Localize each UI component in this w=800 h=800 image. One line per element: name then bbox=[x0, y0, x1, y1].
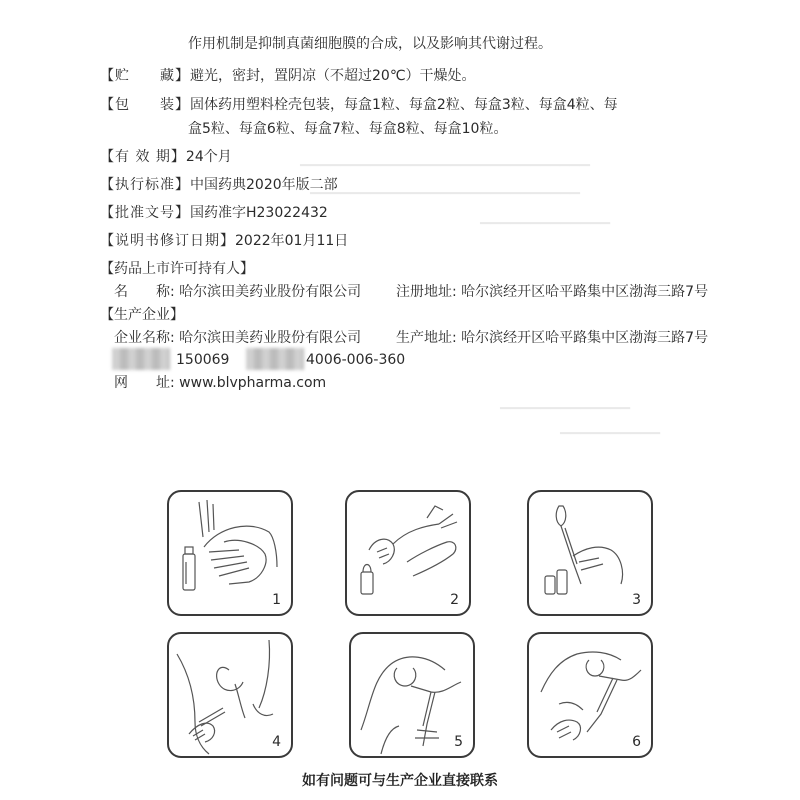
validity-row bbox=[100, 148, 232, 166]
manufacturer-heading: 【生产企业】 bbox=[100, 307, 184, 323]
revision-row bbox=[100, 232, 348, 250]
step-panel-5 bbox=[349, 632, 475, 758]
redacted-phone-label bbox=[246, 348, 304, 370]
mechanism-text: 作用机制是抑制真菌细胞膜的合成，以及影响其代谢过程。 bbox=[188, 36, 552, 52]
manufacturer-address-label: 生产地址: bbox=[396, 330, 457, 346]
step-number: 6 bbox=[632, 734, 641, 750]
holder-name-label: 名 称: bbox=[114, 284, 175, 300]
show-through-text: ▁▁▁▁▁▁▁▁▁▁▁▁▁ bbox=[500, 395, 630, 410]
step-panel-4 bbox=[167, 632, 293, 758]
manufacturer-address-row bbox=[396, 329, 708, 347]
manufacturer-address-value: 哈尔滨经开区哈平路集中区渤海三路7号 bbox=[461, 330, 709, 346]
holder-heading: 【药品上市许可持有人】 bbox=[100, 261, 254, 277]
standard-row bbox=[100, 176, 338, 194]
revision-value: 2022年01月11日 bbox=[235, 233, 349, 249]
storage-row bbox=[100, 67, 476, 85]
approval-label: 【批准文号】 bbox=[100, 205, 190, 221]
step-panel-3 bbox=[527, 490, 653, 616]
package-row-continued: 盒5粒、每盒6粒、每盒7粒、每盒8粒、每盒10粒。 bbox=[188, 121, 508, 137]
step-panel-6 bbox=[527, 632, 653, 758]
standard-value: 中国药典2020年版二部 bbox=[190, 177, 338, 193]
website-label: 网 址: bbox=[114, 375, 175, 391]
storage-label: 【贮 藏】 bbox=[100, 68, 190, 84]
package-label: 【包 装】 bbox=[100, 97, 190, 113]
step-number: 1 bbox=[272, 592, 281, 608]
package-value: 固体药用塑料栓壳包装，每盒1粒、每盒2粒、每盒3粒、每盒4粒、每 bbox=[190, 97, 618, 113]
revision-label: 【说明书修订日期】 bbox=[100, 233, 235, 249]
standard-label: 【执行标准】 bbox=[100, 177, 190, 193]
approval-row bbox=[100, 204, 328, 222]
validity-value: 24个月 bbox=[185, 149, 232, 165]
step-number: 5 bbox=[454, 734, 463, 750]
holder-address-label: 注册地址: bbox=[396, 284, 457, 300]
redacted-postcode-label bbox=[112, 348, 170, 370]
step-panel-2 bbox=[345, 490, 471, 616]
contact-note: 如有问题可与生产企业直接联系 bbox=[302, 773, 498, 789]
manufacturer-name-value: 哈尔滨田美药业股份有限公司 bbox=[179, 330, 362, 346]
show-through-text: ▁▁▁▁▁▁▁▁▁▁▁▁▁▁▁▁▁▁▁▁▁▁▁▁▁▁▁▁▁ bbox=[300, 152, 590, 167]
package-row bbox=[100, 96, 618, 114]
website-row bbox=[114, 374, 326, 392]
show-through-text: ▁▁▁▁▁▁▁▁▁▁▁▁▁ bbox=[480, 210, 610, 225]
validity-label: 【有 效 期】 bbox=[100, 149, 186, 165]
step-number: 4 bbox=[272, 734, 281, 750]
step-panel-1 bbox=[167, 490, 293, 616]
phone-value: 4006-006-360 bbox=[306, 352, 406, 368]
holder-name-row bbox=[114, 283, 361, 301]
holder-name-value: 哈尔滨田美药业股份有限公司 bbox=[179, 284, 362, 300]
step-number: 3 bbox=[632, 592, 641, 608]
manufacturer-name-row bbox=[114, 329, 361, 347]
step-number: 2 bbox=[450, 592, 459, 608]
manufacturer-name-label: 企业名称: bbox=[114, 330, 175, 346]
storage-value: 避光，密封，置阴凉（不超过20℃）干燥处。 bbox=[190, 68, 476, 84]
approval-value: 国药准字H23022432 bbox=[190, 205, 328, 221]
holder-address-row bbox=[396, 283, 708, 301]
website-value[interactable]: www.blvpharma.com bbox=[179, 375, 327, 391]
holder-address-value: 哈尔滨经开区哈平路集中区渤海三路7号 bbox=[461, 284, 709, 300]
show-through-text: ▁▁▁▁▁▁▁▁▁▁▁▁▁▁▁▁▁▁▁▁▁▁▁▁▁▁▁ bbox=[310, 180, 580, 195]
postcode-value: 150069 bbox=[176, 352, 230, 368]
show-through-text: ▁▁▁▁▁▁▁▁▁▁ bbox=[560, 420, 660, 435]
